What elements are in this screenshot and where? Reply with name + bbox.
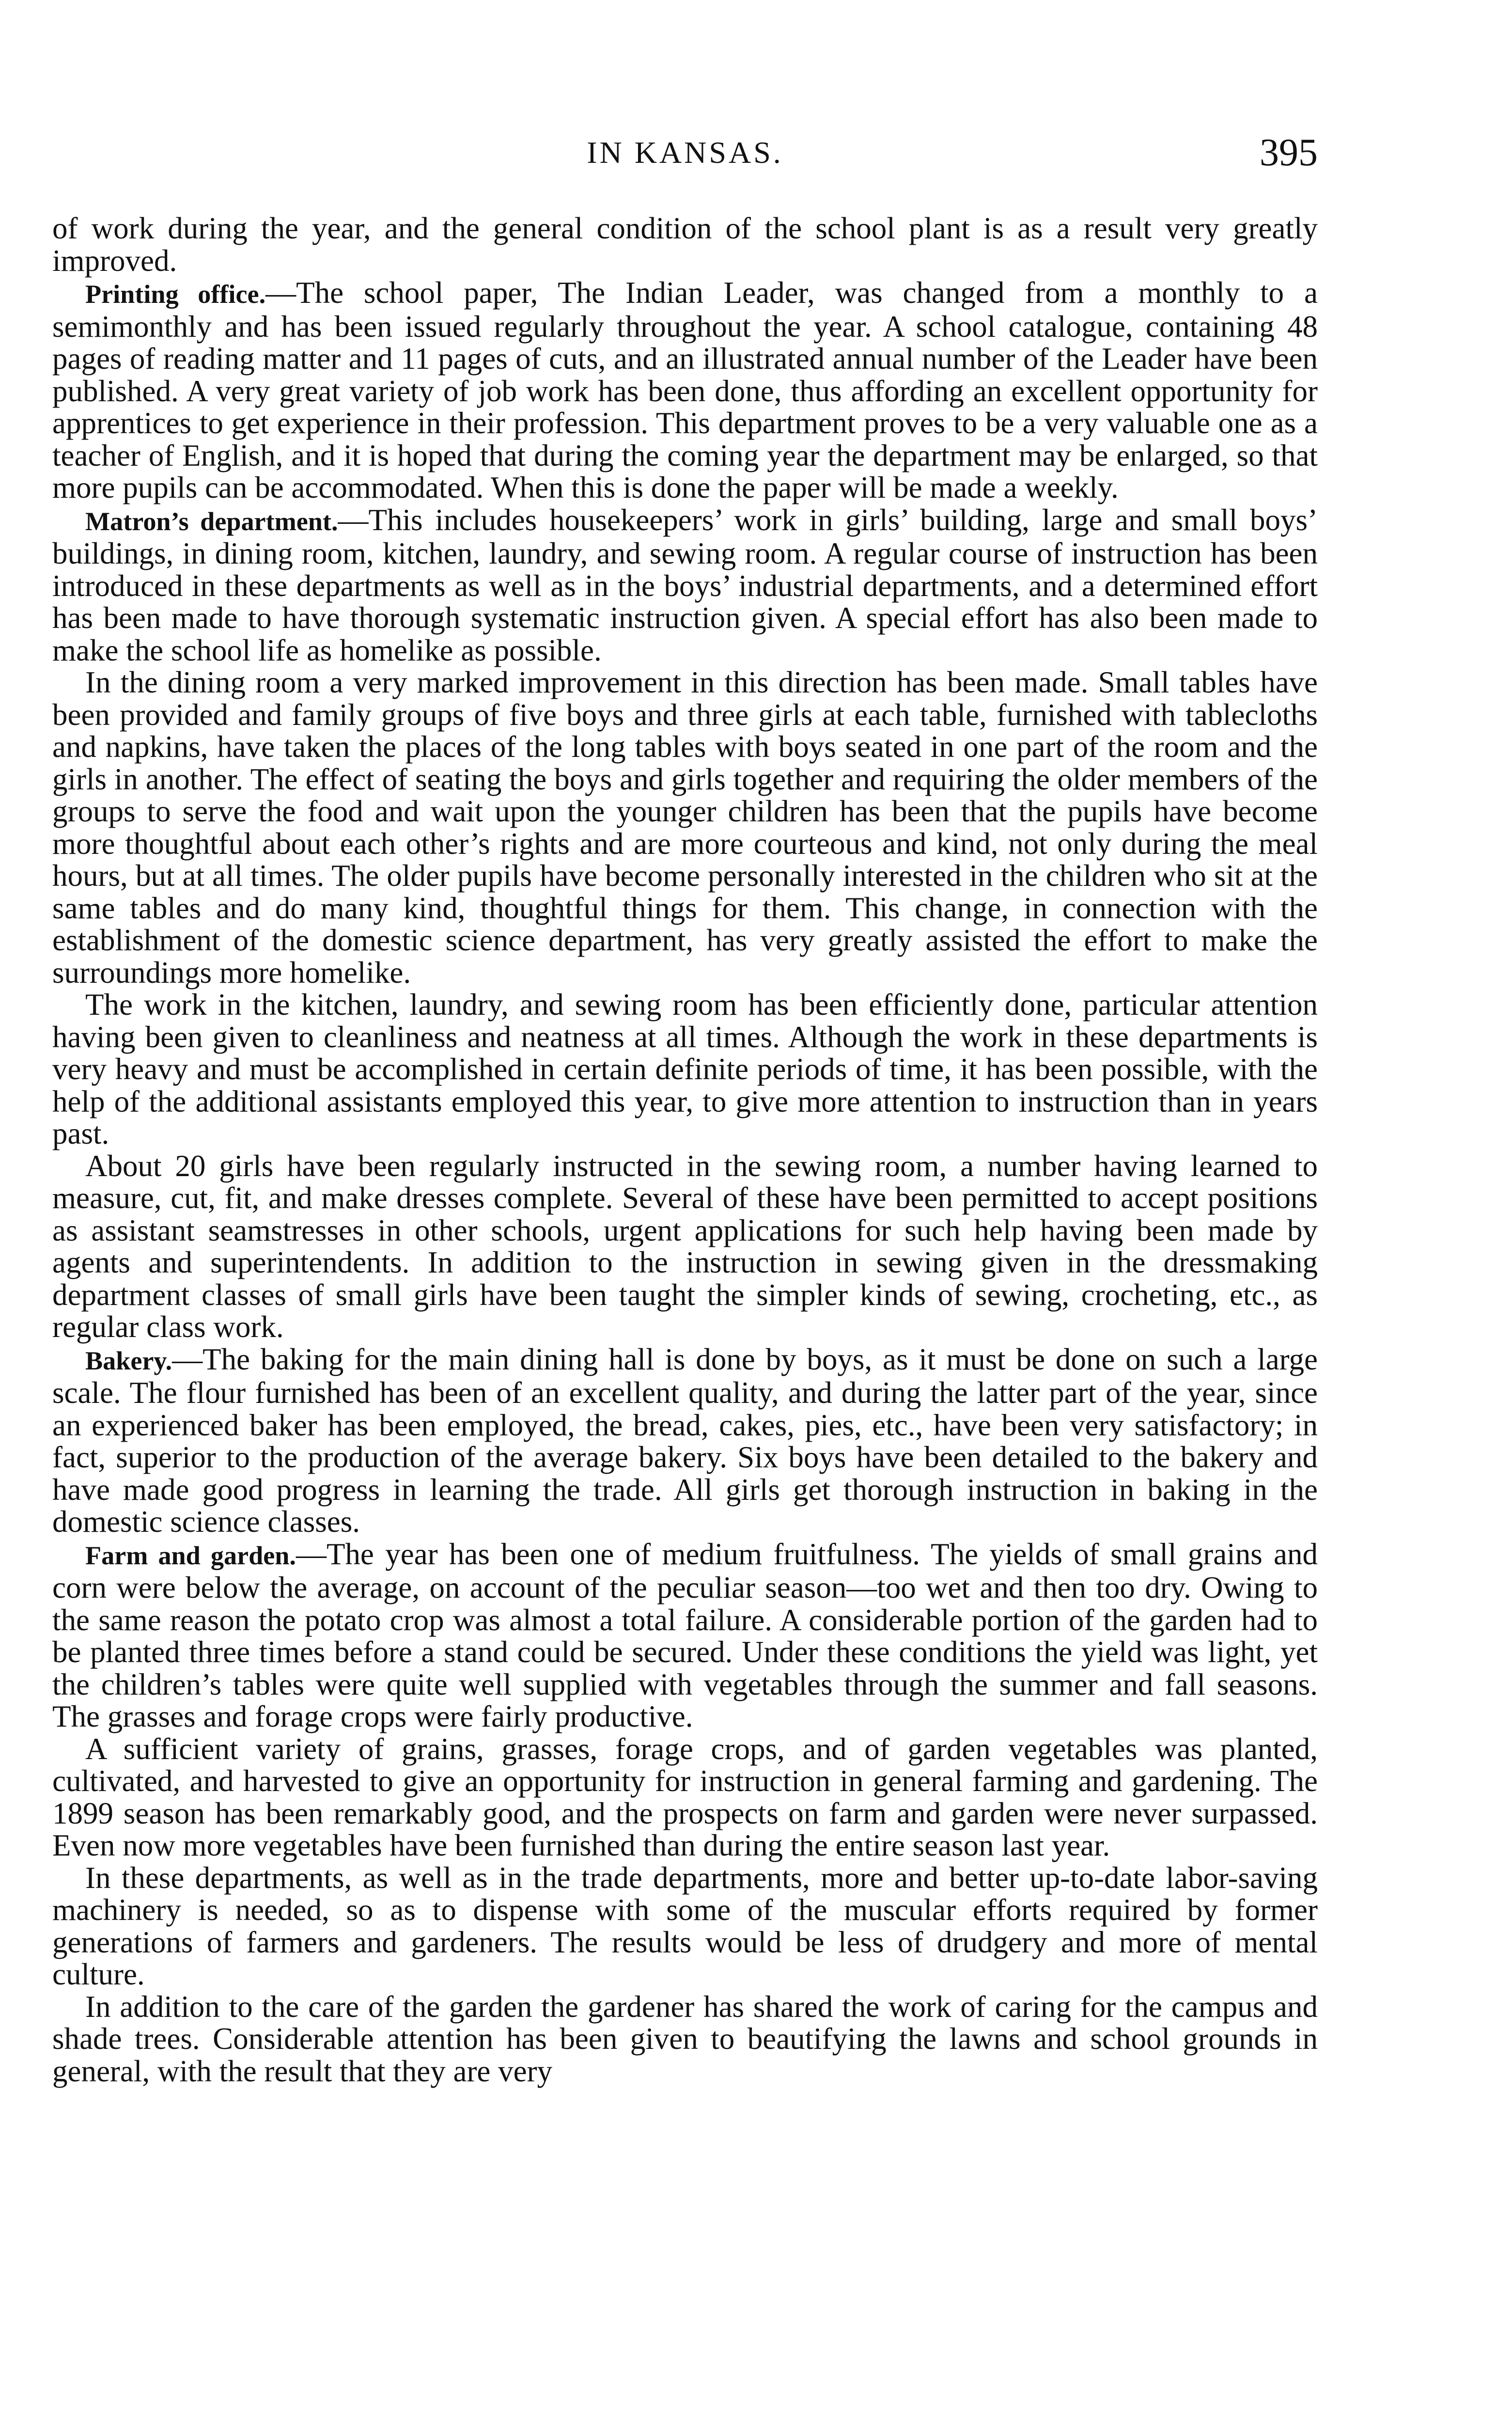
paragraph-text: —The baking for the main dining hall is done by boys, as it must be done on such a large scale. The flour furnished has been of an excellent quality, and during the latter part of the year, since an experienced baker has been employed, the bread, cakes, pies, etc., have been very satisfactory; in fact, superior to the production of the average bakery. Six boys have been detailed to the bakery and have made good progress in learning the trade. All girls get thorough instruction in baking in the domestic science classes. [52,1342,1318,1539]
paragraph-dining-room [52,666,1318,989]
section-heading-bakery: Bakery. [85,1346,172,1375]
page-number: 395 [1260,131,1318,174]
body-text [52,212,1318,2087]
paragraph-text: About 20 girls have been regularly instructed in the sewing room, a number having learned to measure, cut, fit, and make dresses complete. Several of these have been permitted to accept positions as assistant seamstresses in other schools, urgent applications for such help having been made by agents and superintendents. In addition to the instruction in sewing given in the dressmaking department classes of small girls have been taught the simpler kinds of sewing, crocheting, etc., as regular class work. [52,1149,1318,1344]
paragraph-continued [52,212,1318,277]
paragraph-machinery [52,1862,1318,1991]
paragraph-sewing-room [52,1150,1318,1343]
paragraph-campus [52,1991,1318,2088]
section-heading-farm-and-garden: Farm and garden. [85,1541,296,1570]
paragraph-matrons-department [52,504,1318,667]
paragraph-text: —The year has been one of medium fruitfulness. The yields of small grains and corn were below the average, on account of the peculiar season—too wet and then too dry. Owing to the same reason the potato crop was almost a total failure. A considerable portion of the garden had to be planted three times before a stand could be secured. Under these conditions the yield was light, yet the children’s tables were quite well supplied with vegetables through the summer and fall seasons. The grasses and forage crops were fairly productive. [52,1537,1318,1733]
paragraph-bakery [52,1343,1318,1538]
paragraph-text: of work during the year, and the general condition of the school plant is as a result very greatly improved. [52,211,1318,278]
paragraph-text: In the dining room a very marked improvement in this direction has been made. Small tables have been provided and family groups of five boys and three girls at each table, furnished with tablecloths and napkins, have taken the places of the long tables with boys seated in one part of the room and the girls in another. The effect of seating the boys and girls together and requiring the older members of the groups to serve the food and wait upon the younger children has been that the pupils have become more thoughtful about each other’s rights and are more courteous and kind, not only during the meal hours, but at all times. The older pupils have become personally interested in the children who sit at the same tables and do many kind, thoughtful things for them. This change, in connection with the establishment of the domestic science department, has very greatly assisted the effort to make the surroundings more homelike. [52,665,1318,990]
running-title: IN KANSAS. [587,135,783,170]
paragraph-text: In these departments, as well as in the trade departments, more and better up-to-date labor-saving machinery is needed, so as to dispense with some of the muscular efforts required by former generations of farmers and gardeners. The results would be less of drudgery and more of mental culture. [52,1860,1318,1991]
paragraph-text: —This includes housekeepers’ work in girls’ building, large and small boys’ buildings, in dining room, kitchen, laundry, and sewing room. A regular course of instruction has been introduced in these departments as well as in the boys’ industrial departments, and a determined effort has been made to have thorough systematic instruction given. A special effort has also been made to make the school life as homelike as possible. [52,503,1318,667]
paragraph-kitchen-laundry [52,989,1318,1150]
section-heading-matrons-department: Matron’s department. [85,506,338,536]
paragraph-text: —The school paper, The Indian Leader, was changed from a monthly to a semimonthly and has been issued regularly throughout the year. A school catalogue, containing 48 pages of reading matter and 11 pages of cuts, and an illustrated annual number of the Leader have been published. A very great variety of job work has been done, thus affording an excellent opportunity for apprentices to get experience in their profession. This department proves to be a very valuable one as a teacher of English, and it is hoped that during the coming year the department may be enlarged, so that more pupils can be accommodated. When this is done the paper will be made a weekly. [52,276,1318,504]
section-heading-printing-office: Printing office. [85,280,266,309]
running-header [52,131,1318,184]
paragraph-printing-office [52,277,1318,504]
paragraph-text: A sufficient variety of grains, grasses, forage crops, and of garden vegetables was planted, cultivated, and harvested to give an opportunity for instruction in general farming and gardening. The 1899 season has been remarkably good, and the prospects on farm and garden were never surpassed. Even now more vegetables have been furnished than during the entire season last year. [52,1731,1318,1862]
paragraph-text: The work in the kitchen, laundry, and sewing room has been efficiently done, particular attention having been given to cleanliness and neatness at all times. Although the work in these departments is very heavy and must be accomplished in certain definite periods of time, it has been possible, with the help of the additional assistants employed this year, to give more attention to instruction than in years past. [52,988,1318,1150]
paragraph-crops-variety [52,1733,1318,1862]
paragraph-text: In addition to the care of the garden the gardener has shared the work of caring for the campus and shade trees. Considerable attention has been given to beautifying the lawns and school grounds in general, with the result that they are very [52,1989,1318,2088]
paragraph-farm-and-garden [52,1538,1318,1733]
